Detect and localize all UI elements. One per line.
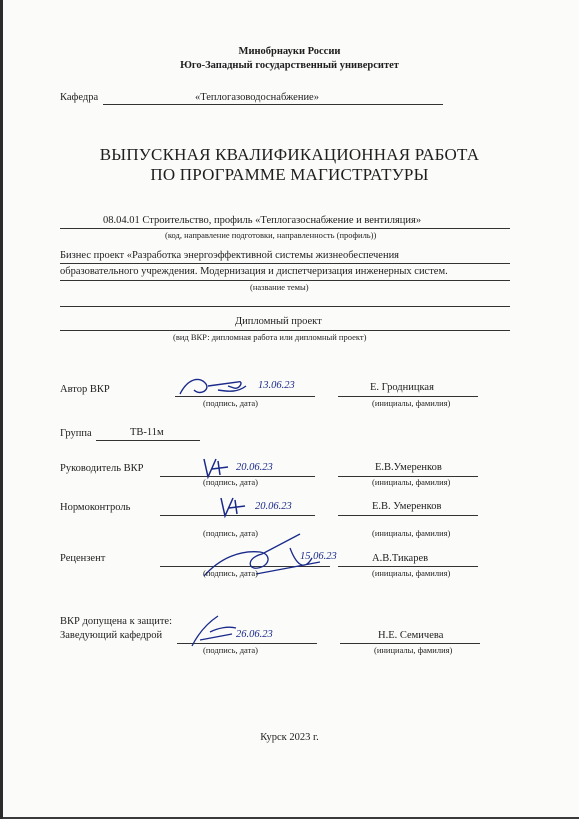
author-sign-caption: (подпись, дата) [203, 398, 259, 408]
department-label: Кафедра [60, 92, 99, 103]
head-name: Н.Е. Семичева [378, 630, 444, 641]
reviewer-sign-date: 15.06.23 [300, 551, 337, 562]
supervisor-sign-caption: (подпись, дата) [203, 477, 259, 487]
author-name: Е. Гродницкая [370, 382, 434, 393]
topic-underline-2 [60, 280, 510, 281]
supervisor-name: Е.В.Умеренков [375, 462, 442, 473]
program-underline [60, 228, 510, 229]
topic-underline-1 [60, 263, 510, 264]
group-label: Группа [60, 428, 92, 439]
author-name-line [338, 396, 478, 397]
norm-control-name-caption: (инициалы, фамилия) [372, 528, 451, 538]
reviewer-label: Рецензент [60, 553, 106, 564]
department-underline [103, 104, 443, 105]
head-sign-date: 26.06.23 [236, 629, 273, 640]
head-name-line [340, 643, 480, 644]
topic-line1: Бизнес проект «Разработка энергоэффективной системы жизнеобеспечения [60, 250, 400, 261]
ministry-name: Минобрнауки России [238, 46, 341, 57]
author-sign-date: 13.06.23 [258, 380, 295, 391]
head-name-caption: (инициалы, фамилия) [374, 645, 453, 655]
reviewer-sign-caption: (подпись, дата) [203, 568, 259, 578]
work-type-value: Дипломный проект [235, 316, 322, 327]
head-sign-caption: (подпись, дата) [203, 645, 259, 655]
reviewer-name-line [338, 566, 478, 567]
document-title-line1: ВЫПУСКНАЯ КВАЛИФИКАЦИОННАЯ РАБОТА [99, 145, 480, 164]
city-year: Курск 2023 г. [260, 732, 319, 743]
author-label: Автор ВКР [60, 384, 110, 395]
work-type-caption: (вид ВКР: дипломная работа или дипломный проект) [173, 332, 367, 342]
department-value: «Теплогазоводоснабжение» [195, 92, 319, 103]
group-value: ТВ-11м [130, 427, 164, 438]
work-type-underline [60, 330, 510, 331]
topic-underline-3 [60, 306, 510, 307]
norm-control-label: Нормоконтроль [60, 502, 131, 513]
supervisor-label: Руководитель ВКР [60, 463, 144, 474]
supervisor-sign-date: 20.06.23 [236, 462, 273, 473]
norm-control-name-line [338, 515, 478, 516]
head-of-department-label: Заведующий кафедрой [60, 630, 163, 641]
topic-line2: образовательного учреждения. Модернизация и диспетчеризация инженерных систем. [60, 266, 448, 277]
topic-caption: (название темы) [250, 282, 309, 292]
norm-control-name: Е.В. Умеренков [372, 501, 442, 512]
norm-control-signature [215, 494, 255, 525]
reviewer-name: А.В.Тикарев [372, 553, 429, 564]
norm-control-sign-caption: (подпись, дата) [203, 528, 259, 538]
norm-control-sign-date: 20.06.23 [255, 501, 292, 512]
document-title-line2: ПО ПРОГРАММЕ МАГИСТРАТУРЫ [150, 165, 429, 184]
university-name: Юго-Западный государственный университет [180, 60, 399, 71]
reviewer-name-caption: (инициалы, фамилия) [372, 568, 451, 578]
group-underline [96, 440, 200, 441]
program-value: 08.04.01 Строительство, профиль «Теплогазоснабжение и вентиляция» [103, 215, 422, 226]
admission-line1: ВКР допущена к защите: [60, 616, 172, 627]
program-caption: (код, направление подготовки, направленность (профиль)) [165, 230, 377, 240]
author-name-caption: (инициалы, фамилия) [372, 398, 451, 408]
supervisor-name-caption: (инициалы, фамилия) [372, 477, 451, 487]
